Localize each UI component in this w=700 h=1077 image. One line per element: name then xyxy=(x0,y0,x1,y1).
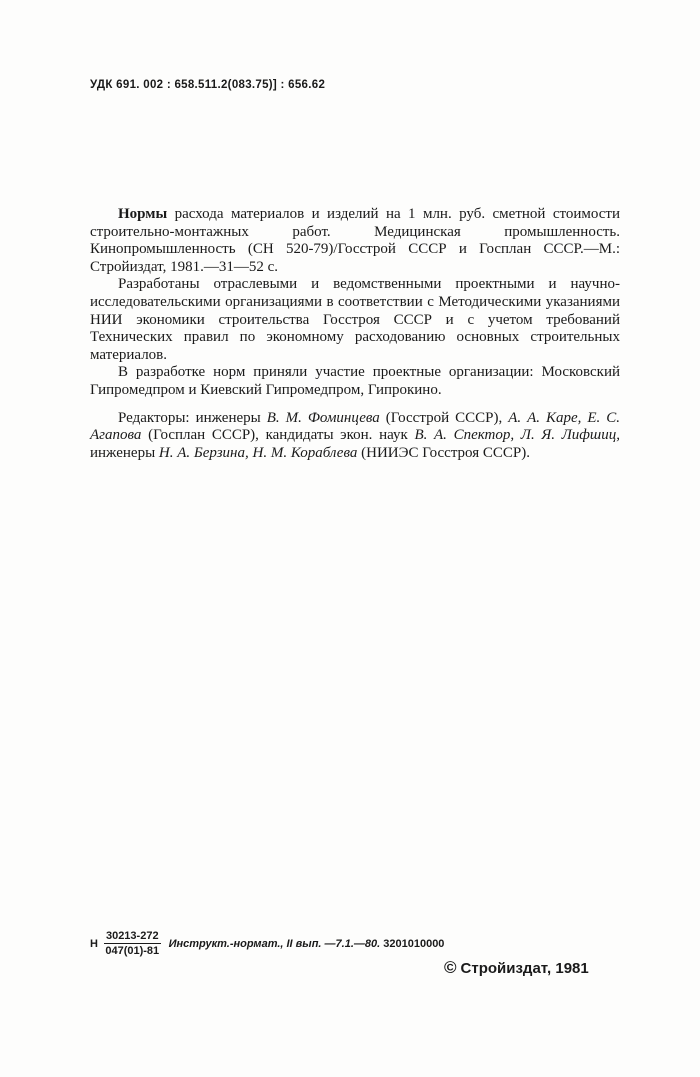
editors-text-2: (Госстрой СССР), xyxy=(379,409,509,426)
imprint-text: Инструкт.-нормат., II вып. —7.1.—80. xyxy=(168,937,381,950)
editors-paragraph xyxy=(90,410,620,463)
abstract-paragraph-participants: В разработке норм приняли участие проектные организации: Московский Гипромедпром и Киевский Гипромедпром, Гипрокино. xyxy=(90,364,620,398)
abstract-title-text: расхода материалов и изделий на 1 млн. руб. сметной стоимости строительно-монтажных работ. Медицинская промышленность. Кинопромышленность (СН 520-79)/Госстрой СССР и Госплан СССР.—М.: Стройиздат, 1981.—31—52 с. xyxy=(90,206,620,275)
editor-name-2: А. А. Каре, Е. С. Агапова xyxy=(90,409,621,444)
paragraph-gap xyxy=(90,400,620,410)
abstract-block xyxy=(90,206,620,462)
copyright-icon: © xyxy=(444,958,457,977)
copyright-line xyxy=(444,958,589,978)
imprint-code: 3201010000 xyxy=(383,937,445,950)
editor-name-4: Н. А. Берзина, Н. М. Кораблева xyxy=(158,444,358,461)
editors-text-5: (НИИЭС Госстроя СССР). xyxy=(357,444,531,461)
editor-name-3: В. А. Спектор, Л. Я. Лифшиц, xyxy=(414,427,620,444)
copyright-text: Стройиздат, 1981 xyxy=(460,960,589,977)
abstract-paragraph-developers: Разработаны отраслевыми и ведомственными проектными и научно-исследовательскими организациями в соответствии с Методическими указаниями НИИ экономики строительства Госстроя СССР и с учетом требований Технических правил по экономному расходованию основных строительных материалов. xyxy=(90,276,620,363)
editors-text-4: инженеры xyxy=(90,444,159,461)
editors-text-1: Редакторы: инженеры xyxy=(118,409,267,426)
imprint-line xyxy=(90,930,444,957)
imprint-numerator: 30213-272 xyxy=(105,930,159,942)
abstract-paragraph-title xyxy=(90,206,620,276)
abstract-title-word: Нормы xyxy=(118,206,168,222)
editors-text-3: (Госплан СССР), кандидаты экон. наук xyxy=(141,427,415,444)
imprint-denominator: 047(01)-81 xyxy=(105,945,160,957)
editor-name-1: В. М. Фоминцева xyxy=(266,409,380,426)
imprint-letter: Н xyxy=(90,937,98,950)
udk-code: УДК 691. 002 : 658.511.2(083.75)] : 656.62 xyxy=(90,79,326,91)
imprint-fraction xyxy=(104,930,161,957)
